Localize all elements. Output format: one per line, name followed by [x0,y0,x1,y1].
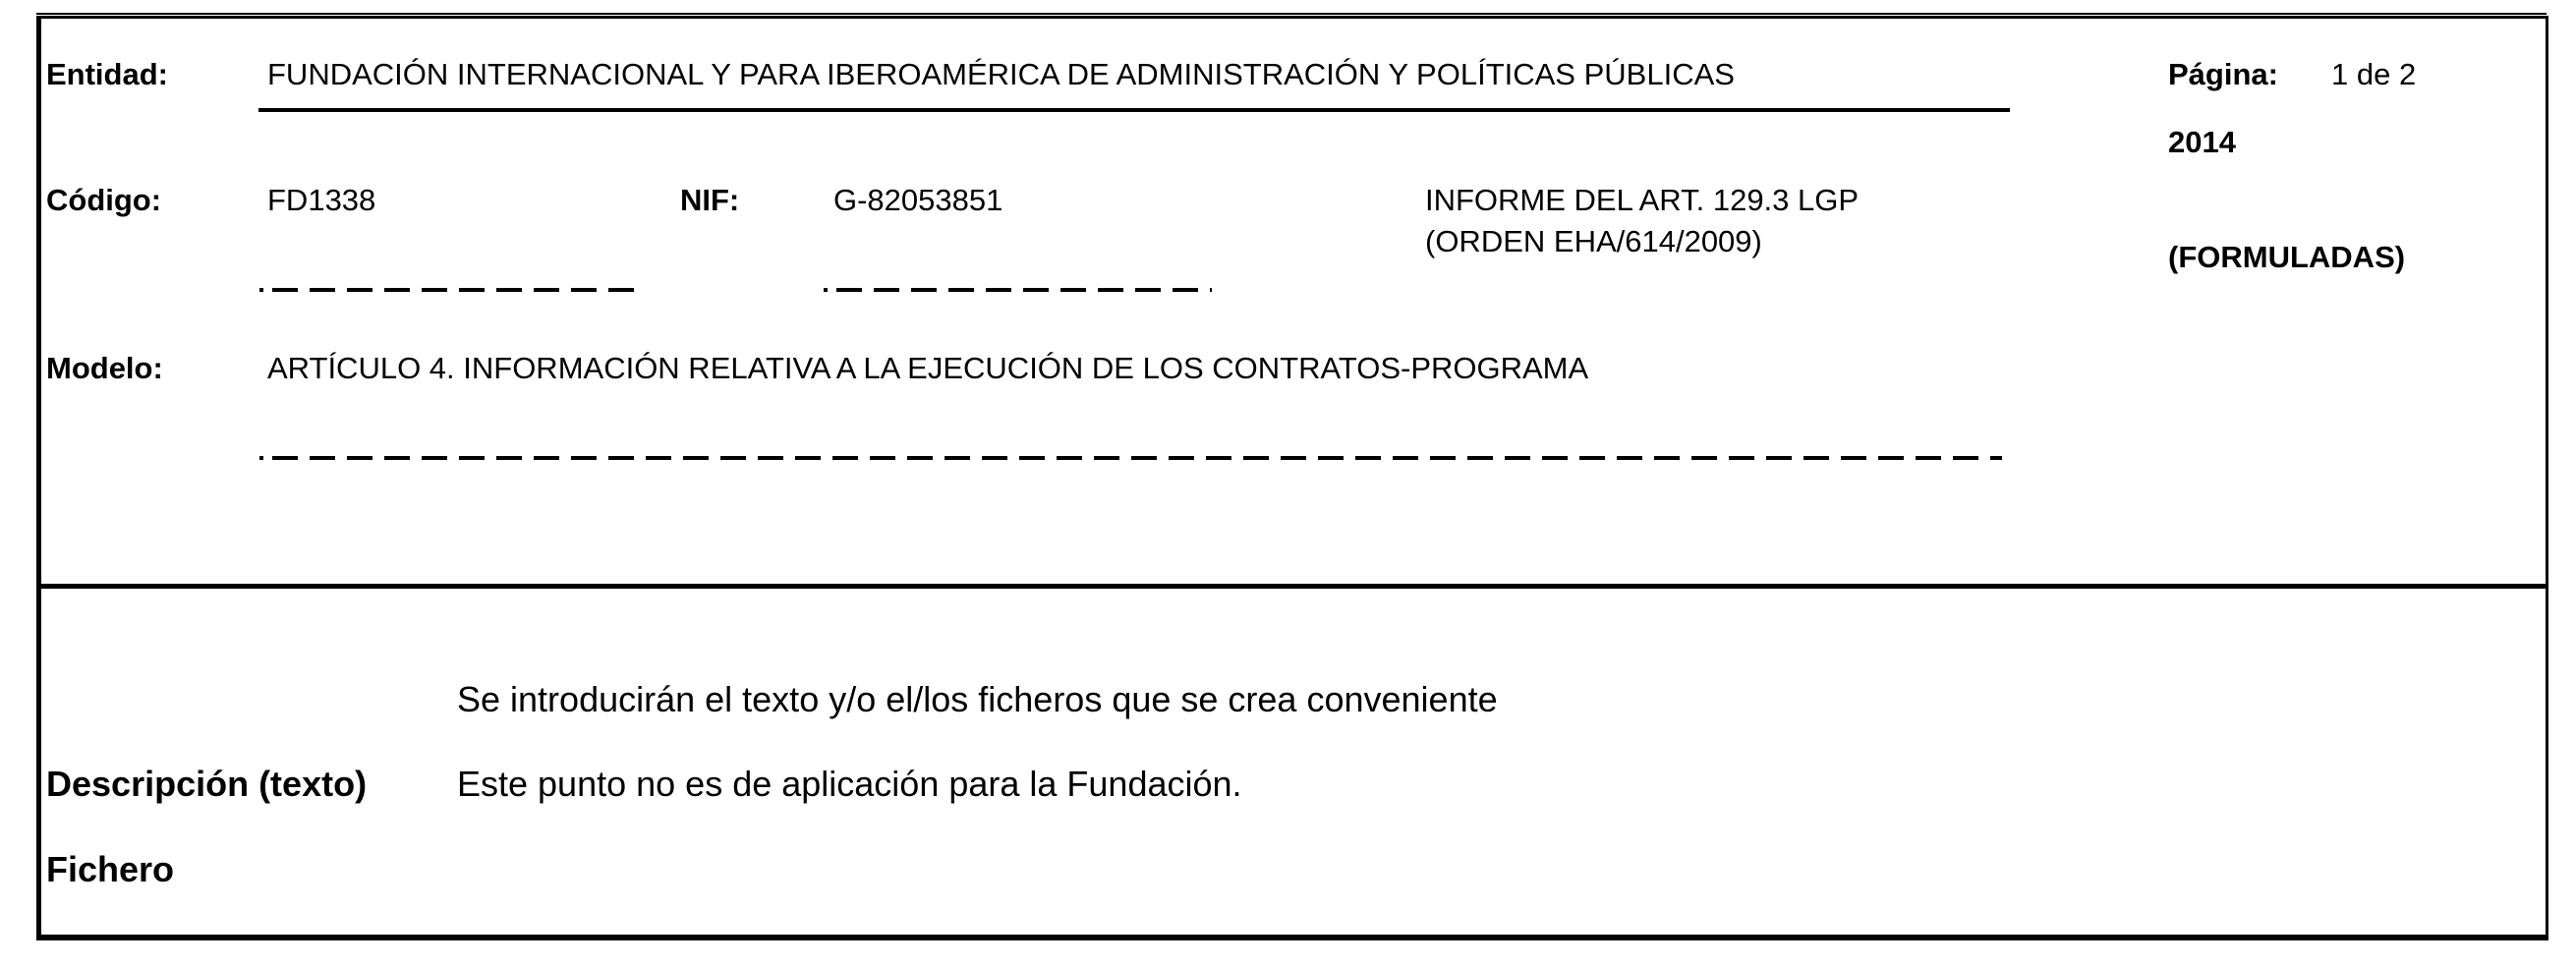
descripcion-value: Este punto no es de aplicación para la Fundación. [457,764,1242,804]
modelo-dot [259,456,263,460]
modelo-value: ARTÍCULO 4. INFORMACIÓN RELATIVA A LA EJECUCIÓN DE LOS CONTRATOS-PROGRAMA [267,351,1589,385]
modelo-label: Modelo: [46,351,163,385]
formuladas-label: (FORMULADAS) [2168,240,2406,274]
year-value: 2014 [2168,125,2236,159]
pagina-value: 1 de 2 [2331,57,2417,91]
nif-value: G-82053851 [833,183,1003,217]
top-border [36,13,2547,15]
informe-line-2: (ORDEN EHA/614/2009) [1425,224,1762,258]
entidad-value: FUNDACIÓN INTERNACIONAL Y PARA IBEROAMÉRICA DE ADMINISTRACIÓN Y POLÍTICAS PÚBLICAS [267,57,1735,91]
codigo-underline [272,288,638,292]
section-divider [36,584,2547,589]
instruction-text: Se introducirán el texto y/o el/los ficheros que se crea conveniente [457,679,1498,719]
entidad-label: Entidad: [46,57,168,91]
nif-label: NIF: [680,183,740,217]
fichero-label: Fichero [46,849,175,889]
codigo-label: Código: [46,183,162,217]
nif-underline [836,288,1212,292]
pagina-label: Página: [2168,57,2278,91]
modelo-underline [272,456,2002,460]
codigo-dot [259,288,263,292]
descripcion-label: Descripción (texto) [46,764,368,804]
nif-dot [824,288,828,292]
entidad-underline [258,108,2010,112]
informe-line-1: INFORME DEL ART. 129.3 LGP [1425,183,1860,217]
codigo-value: FD1338 [267,183,376,217]
